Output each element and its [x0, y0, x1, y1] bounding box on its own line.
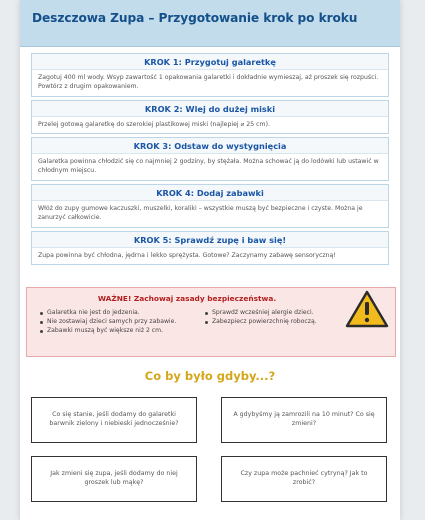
question-card: Czy zupa może pachnieć cytryną? Jak to zrobić? — [221, 456, 387, 502]
step-text: Przelej gotową galaretkę do szerokiej plastikowej miski (najlepiej ⌀ 25 cm). — [32, 117, 388, 134]
question-card: A gdybyśmy ją zamrozili na 10 minut? Co się zmieni? — [221, 397, 387, 443]
worksheet-page — [20, 0, 400, 520]
list-item: Zabawki muszą być większe niż 2 cm. — [39, 327, 204, 335]
step-card-1 — [31, 53, 389, 97]
question-card: Jak zmieni się zupa, jeśli dodamy do niej groszek lub mąkę? — [31, 456, 197, 502]
page-title: Deszczowa Zupa – Przygotowanie krok po kroku — [32, 11, 358, 25]
warning-rules — [39, 309, 359, 335]
step-title: KROK 1: Przygotuj galaretkę — [32, 54, 388, 70]
whatif-heading: Co by było gdyby...? — [144, 369, 276, 383]
step-card-4 — [31, 184, 389, 228]
warning-list-left — [39, 309, 204, 335]
list-item: Zabezpiecz powierzchnię roboczą. — [204, 318, 359, 326]
step-card-3 — [31, 137, 389, 181]
warning-list-right — [204, 309, 359, 335]
step-text: Zagotuj 400 ml wody. Wsyp zawartość 1 opakowania galaretki i dokładnie wymieszaj, aż proszek się rozpuści. Powtórz z drugim opakowaniem. — [32, 70, 388, 96]
list-item: Nie zostawiaj dzieci samych przy zabawie. — [39, 318, 204, 326]
question-card: Co się stanie, jeśli dodamy do galaretki barwnik zielony i niebieski jednocześnie? — [31, 397, 197, 443]
step-title: KROK 3: Odstaw do wystygnięcia — [32, 138, 388, 154]
steps-list — [20, 47, 400, 265]
step-title: KROK 4: Dodaj zabawki — [32, 185, 388, 201]
step-title: KROK 5: Sprawdź zupę i baw się! — [32, 232, 388, 248]
page-header — [20, 0, 400, 47]
step-card-2 — [31, 100, 389, 135]
step-text: Galaretka powinna chłodzić się co najmniej 2 godziny, by stężała. Można schować ją do lodówki lub ustawić w chłodnym miejscu. — [32, 154, 388, 180]
step-card-5 — [31, 231, 389, 266]
list-item: Galaretka nie jest do jedzenia. — [39, 309, 204, 317]
step-title: KROK 2: Wlej do dużej miski — [32, 101, 388, 117]
step-text: Zupa powinna być chłodna, jędrna i lekko sprężysta. Gotowe? Zaczynamy zabawę sensoryczną! — [32, 248, 388, 265]
warning-title: WAŻNE! Zachowaj zasady bezpieczeństwa. — [97, 294, 277, 303]
list-item: Sprawdź wcześniej alergie dzieci. — [204, 309, 359, 317]
safety-warning-box — [26, 287, 396, 357]
step-text: Włóż do zupy gumowe kaczuszki, muszelki, koraliki – wszystkie muszą być bezpieczne i czyste. Można je zanurzyć całkowicie. — [32, 201, 388, 227]
